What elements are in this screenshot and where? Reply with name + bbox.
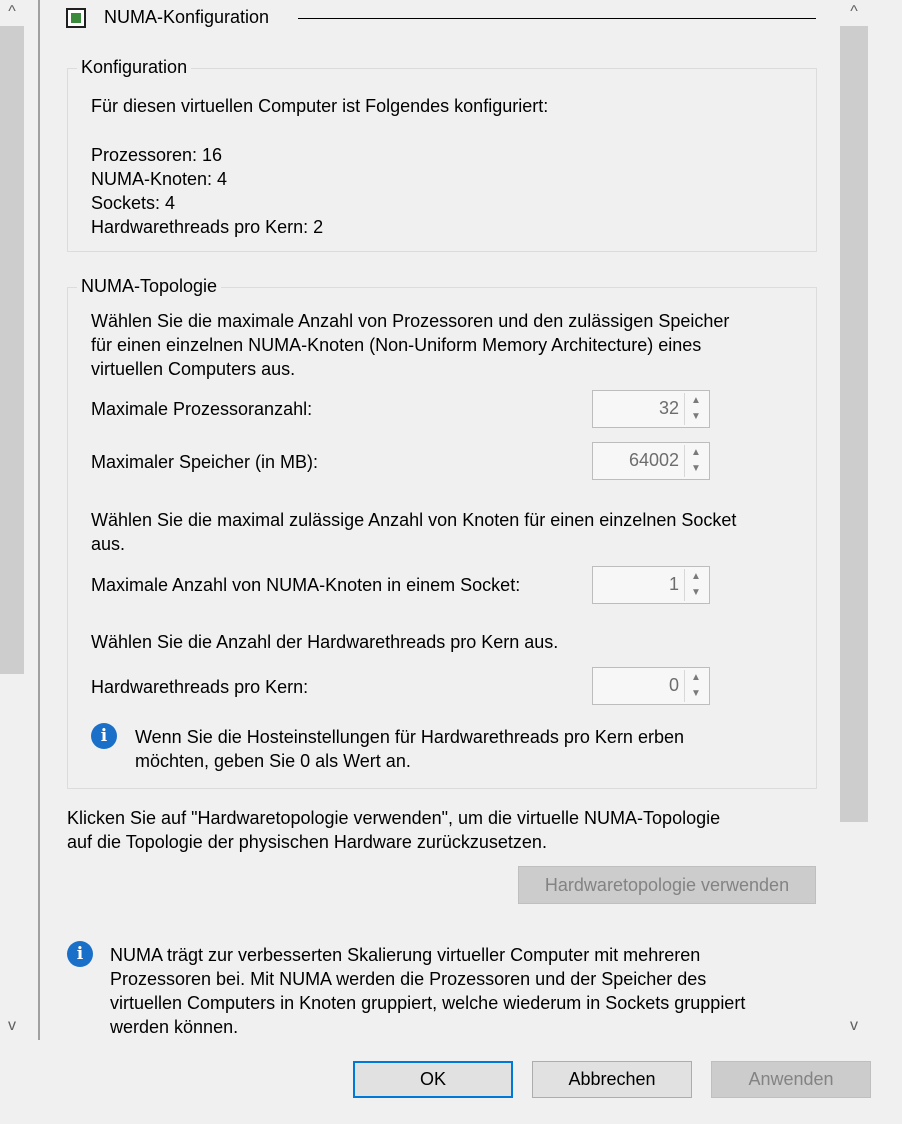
right-scroll-down-icon[interactable]: v [850, 1017, 858, 1034]
threads-value: 0 [668, 675, 679, 695]
numa-info-line: NUMA trägt zur verbesserten Skalierung virtueller Computer mit mehreren [110, 945, 701, 965]
numa-config-checkbox[interactable] [66, 8, 86, 28]
pane-divider [38, 0, 40, 1040]
nodes-intro [91, 508, 736, 556]
threads-info-line: Wenn Sie die Hosteinstellungen für Hardwarethreads pro Kern erben [135, 727, 684, 747]
stepper-down-icon[interactable]: ▼ [691, 688, 701, 699]
stepper-up-icon[interactable]: ▲ [691, 672, 701, 683]
threads-stepper[interactable] [592, 667, 710, 705]
nodes-intro-line: Wählen Sie die maximal zulässige Anzahl von Knoten für einen einzelnen Socket [91, 510, 737, 530]
stepper-up-icon[interactable]: ▲ [691, 447, 701, 458]
apply-button[interactable]: Anwenden [711, 1061, 871, 1098]
left-scrollbar-thumb[interactable] [0, 26, 24, 674]
max-nodes-value: 1 [668, 574, 679, 594]
stepper-buttons [684, 393, 707, 425]
right-scrollbar-thumb[interactable] [840, 26, 868, 822]
threads-intro: Wählen Sie die Anzahl der Hardwarethreads pro Kern aus. [91, 632, 559, 652]
left-scroll-up-icon[interactable]: ^ [8, 3, 16, 20]
numa-config-checkbox-mark [71, 13, 81, 23]
numa-info-line: werden können. [110, 1017, 239, 1037]
topology-intro-line: für einen einzelnen NUMA-Knoten (Non-Uniform Memory Architecture) eines [91, 335, 702, 355]
max-memory-label: Maximaler Speicher (in MB): [91, 452, 319, 472]
config-hw-threads: Hardwarethreads pro Kern: 2 [91, 217, 324, 237]
stepper-up-icon[interactable]: ▲ [691, 571, 701, 582]
max-memory-stepper[interactable] [592, 442, 710, 480]
configuration-intro: Für diesen virtuellen Computer ist Folgendes konfiguriert: [91, 96, 549, 116]
max-processors-label: Maximale Prozessoranzahl: [91, 399, 313, 419]
topology-intro-line: virtuellen Computers aus. [91, 359, 296, 379]
stepper-down-icon[interactable]: ▼ [691, 411, 701, 422]
threads-info-line: möchten, geben Sie 0 als Wert an. [135, 751, 411, 771]
info-icon: i [91, 723, 117, 749]
max-nodes-stepper[interactable] [592, 566, 710, 604]
ok-button[interactable]: OK [353, 1061, 513, 1098]
hardware-topology-line: Klicken Sie auf "Hardwaretopologie verwenden", um die virtuelle NUMA-Topologie [67, 808, 721, 828]
info-icon: i [67, 941, 93, 967]
max-processors-value: 32 [658, 398, 679, 418]
config-processors: Prozessoren: 16 [91, 145, 223, 165]
stepper-down-icon[interactable]: ▼ [691, 463, 701, 474]
max-memory-value: 64002 [628, 450, 679, 470]
numa-info-line: virtuellen Computers in Knoten gruppiert, welche wiederum in Sockets gruppiert [110, 993, 746, 1013]
right-scroll-up-icon[interactable]: ^ [850, 3, 858, 20]
max-processors-stepper[interactable] [592, 390, 710, 428]
configuration-legend: Konfiguration [77, 57, 191, 78]
cancel-button[interactable]: Abbrechen [532, 1061, 692, 1098]
stepper-buttons [684, 670, 707, 702]
max-nodes-label: Maximale Anzahl von NUMA-Knoten in einem Socket: [91, 575, 521, 595]
section-separator [298, 18, 816, 19]
threads-info [135, 725, 684, 773]
stepper-buttons [684, 569, 707, 601]
topology-legend: NUMA-Topologie [77, 276, 221, 297]
left-scroll-down-icon[interactable]: v [8, 1017, 16, 1034]
config-numa-nodes: NUMA-Knoten: 4 [91, 169, 228, 189]
nodes-intro-line: aus. [91, 534, 126, 554]
hardware-topology-text [67, 806, 720, 854]
stepper-buttons [684, 445, 707, 477]
numa-info-text [110, 943, 745, 1039]
section-title: NUMA-Konfiguration [104, 7, 270, 27]
config-sockets: Sockets: 4 [91, 193, 176, 213]
topology-intro-line: Wählen Sie die maximale Anzahl von Prozessoren und den zulässigen Speicher [91, 311, 730, 331]
stepper-down-icon[interactable]: ▼ [691, 587, 701, 598]
use-hardware-topology-button[interactable]: Hardwaretopologie verwenden [518, 866, 816, 904]
numa-info-line: Prozessoren bei. Mit NUMA werden die Prozessoren und der Speicher des [110, 969, 707, 989]
configuration-values [91, 143, 323, 239]
threads-label: Hardwarethreads pro Kern: [91, 677, 309, 697]
stepper-up-icon[interactable]: ▲ [691, 395, 701, 406]
topology-intro [91, 309, 729, 381]
hardware-topology-line: auf die Topologie der physischen Hardware zurückzusetzen. [67, 832, 547, 852]
